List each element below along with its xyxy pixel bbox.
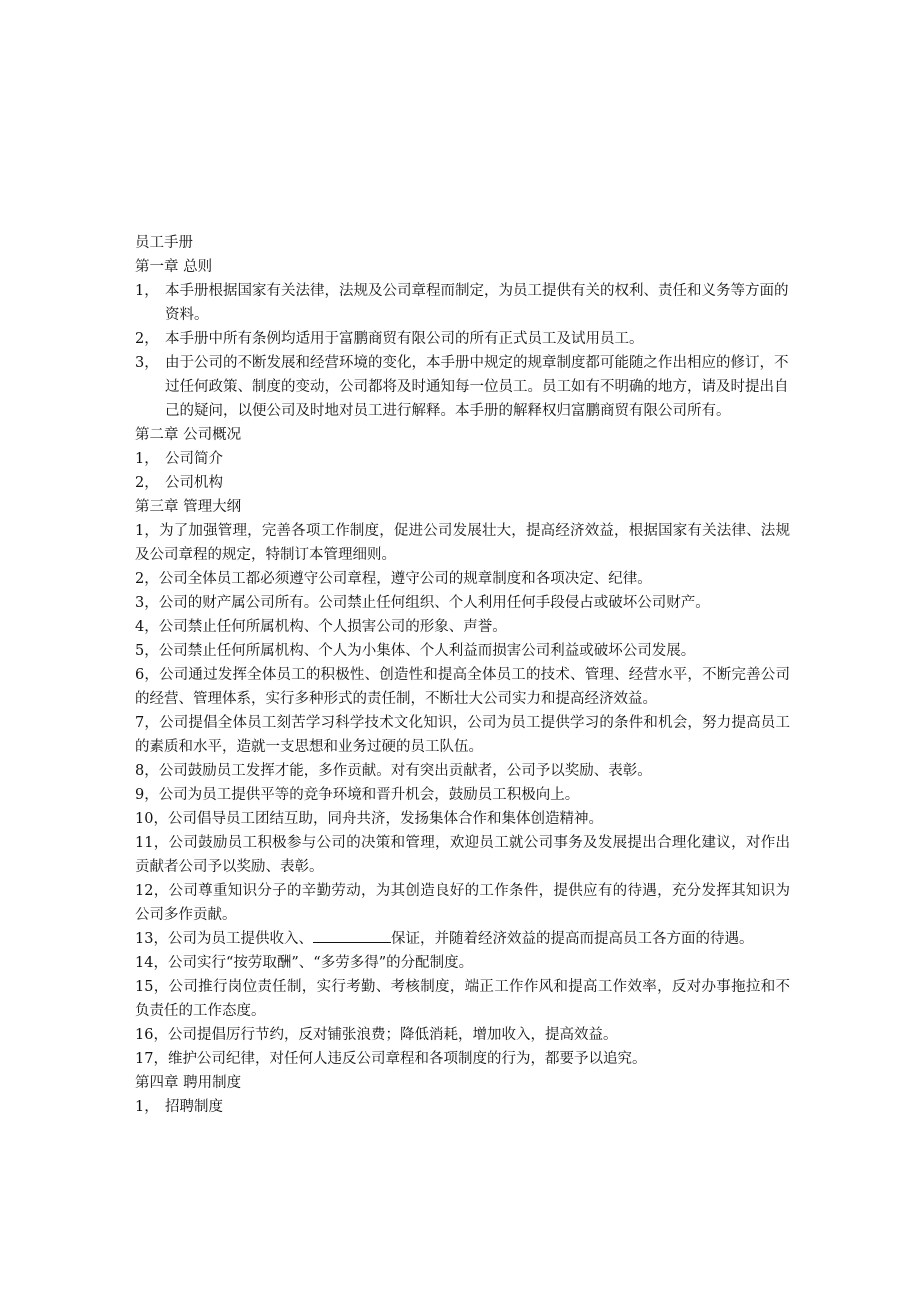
article-1: 1，为了加强管理，完善各项工作制度，促进公司发展壮大，提高经济效益，根据国家有关法律、法规及公司章程的规定，特制订本管理细则。 [135, 523, 790, 563]
article-14: 14，公司实行“按劳取酬”、“多劳多得”的分配制度。 [135, 955, 474, 971]
item-number: 1， [135, 451, 159, 467]
article-7: 7，公司提倡全体员工刻苦学习科学技术文化知识，公司为员工提供学习的条件和机会，努力提高员工的素质和水平，造就一支思想和业务过硬的员工队伍。 [135, 715, 790, 755]
item-text: 本手册中所有条例均适用于富鹏商贸有限公司的所有正式员工及试用员工。 [165, 331, 644, 347]
chapter-1-item [135, 351, 790, 423]
article-8: 8，公司鼓励员工发挥才能，多作贡献。对有突出贡献者，公司予以奖励、表彰。 [135, 763, 652, 779]
article-10: 10，公司倡导员工团结互助，同舟共济，发扬集体合作和集体创造精神。 [135, 811, 603, 827]
article-3: 3，公司的财产属公司所有。公司禁止任何组织、个人利用任何手段侵占或破坏公司财产。 [135, 595, 710, 611]
document-title: 员工手册 [135, 235, 193, 251]
article-6: 6，公司通过发挥全体员工的积极性、创造性和提高全体员工的技术、管理、经营水平，不断完善公司的经营、管理体系，实行多种形式的责任制，不断壮大公司实力和提高经济效益。 [135, 667, 790, 707]
article-13-start: 13，公司为员工提供收入、 [135, 931, 313, 947]
chapter-2-heading: 第二章 公司概况 [135, 427, 242, 443]
item-text: 招聘制度 [165, 1099, 223, 1115]
item-text: 本手册根据国家有关法律，法规及公司章程而制定，为员工提供有关的权利、责任和义务等方面的资料。 [165, 283, 789, 323]
article-5: 5，公司禁止任何所属机构、个人为小集体、个人利益而损害公司利益或破坏公司发展。 [135, 643, 696, 659]
chapter-2-item [135, 471, 790, 495]
article-13-end: 保证，并随着经济效益的提高而提高员工各方面的待遇。 [390, 931, 754, 947]
item-text: 公司机构 [165, 475, 223, 491]
chapter-4-heading: 第四章 聘用制度 [135, 1075, 242, 1091]
article-15: 15，公司推行岗位责任制，实行考勤、考核制度，端正工作作风和提高工作效率，反对办事拖拉和不负责任的工作态度。 [135, 979, 790, 1019]
article-12: 12，公司尊重知识分子的辛勤劳动，为其创造良好的工作条件，提供应有的待遇，充分发挥其知识为公司多作贡献。 [135, 883, 790, 923]
article-17: 17，维护公司纪律，对任何人违反公司章程和各项制度的行为，都要予以追究。 [135, 1051, 647, 1067]
chapter-1-heading: 第一章 总则 [135, 259, 213, 275]
item-number: 3， [135, 355, 159, 371]
item-number: 1， [135, 283, 159, 299]
chapter-4-item [135, 1095, 790, 1119]
article-16: 16，公司提倡厉行节约，反对铺张浪费；降低消耗，增加收入，提高效益。 [135, 1027, 618, 1043]
chapter-3-heading: 第三章 管理大纲 [135, 499, 242, 515]
item-number: 1， [135, 1099, 159, 1115]
item-number: 2， [135, 331, 159, 347]
item-number: 2， [135, 475, 159, 491]
chapter-1-item [135, 327, 790, 351]
item-text: 由于公司的不断发展和经营环境的变化，本手册中规定的规章制度都可能随之作出相应的修订，不过任何政策、制度的变动，公司都将及时通知每一位员工。员工如有不明确的地方，请及时提出自己的疑问，以便公司及时地对员工进行解释。本手册的解释权归富鹏商贸有限公司所有。 [165, 355, 789, 419]
article-2: 2，公司全体员工都必须遵守公司章程，遵守公司的规章制度和各项决定、纪律。 [135, 571, 652, 587]
article-9: 9，公司为员工提供平等的竞争环境和晋升机会，鼓励员工积极向上。 [135, 787, 580, 803]
chapter-1-item [135, 279, 790, 327]
document-page [135, 231, 790, 1119]
chapter-2-item [135, 447, 790, 471]
article-4: 4，公司禁止任何所属机构、个人损害公司的形象、声誉。 [135, 619, 507, 635]
article-13 [135, 927, 790, 951]
article-11: 11，公司鼓励员工积极参与公司的决策和管理，欢迎员工就公司事务及发展提出合理化建议，对作出贡献者公司予以奖励、表彰。 [135, 835, 790, 875]
item-text: 公司简介 [165, 451, 223, 467]
fill-in-blank [313, 928, 391, 943]
